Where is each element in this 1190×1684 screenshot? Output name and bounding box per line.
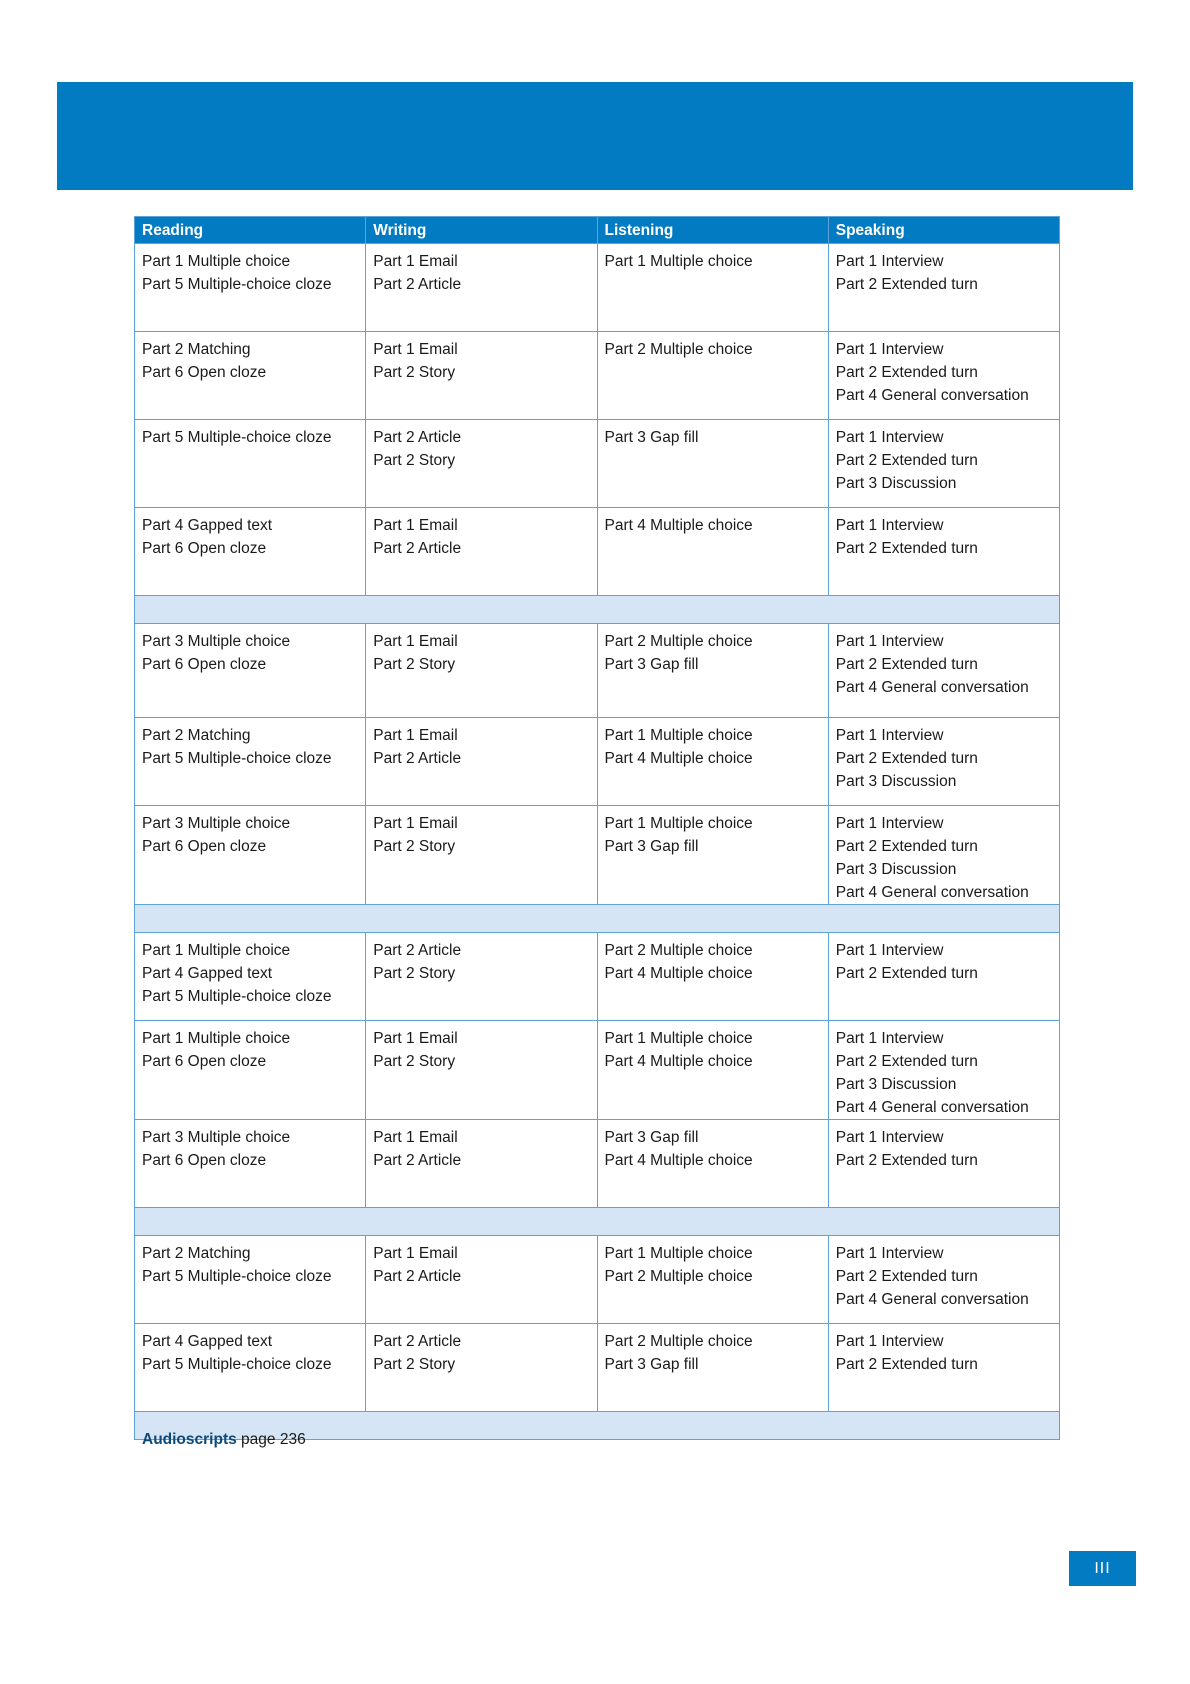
cell-line: Part 5 Multiple-choice cloze <box>142 988 332 1005</box>
table-cell-reading <box>135 244 366 332</box>
cell-line: Part 1 Interview <box>835 253 944 270</box>
cell-line: Part 2 Article <box>373 1152 462 1169</box>
cell-line: Part 2 Extended turn <box>835 364 978 381</box>
table-cell-listening <box>597 508 828 596</box>
audioscripts-link[interactable]: Audioscripts <box>142 1431 237 1448</box>
table-row <box>135 806 1060 905</box>
table-cell-reading <box>135 806 366 905</box>
table-cell-reading <box>135 420 366 508</box>
separator-cell <box>135 596 1060 624</box>
cell-line: Part 2 Extended turn <box>835 276 978 293</box>
table-cell-listening <box>597 1236 828 1324</box>
table-cell-listening <box>597 718 828 806</box>
table-cell-reading <box>135 1324 366 1412</box>
column-header-writing: Writing <box>366 217 597 244</box>
table-row <box>135 332 1060 420</box>
cell-line: Part 1 Interview <box>835 1333 944 1350</box>
table-cell-writing <box>366 624 597 718</box>
cell-line: Part 5 Multiple-choice cloze <box>142 429 332 446</box>
cell-line: Part 4 General conversation <box>835 1099 1029 1116</box>
cell-line: Part 2 Article <box>373 942 462 959</box>
cell-line: Part 1 Multiple choice <box>604 1245 753 1262</box>
cell-line: Part 1 Interview <box>835 1030 944 1047</box>
cell-line: Part 6 Open cloze <box>142 838 267 855</box>
cell-line: Part 3 Multiple choice <box>142 633 291 650</box>
audioscripts-reference <box>142 1430 306 1450</box>
cell-line: Part 1 Email <box>373 1245 458 1262</box>
cell-line: Part 2 Article <box>373 1333 462 1350</box>
cell-line: Part 6 Open cloze <box>142 540 267 557</box>
cell-line: Part 1 Interview <box>835 341 944 358</box>
cell-line: Part 4 Multiple choice <box>604 517 753 534</box>
cell-line: Part 4 Multiple choice <box>604 750 753 767</box>
cell-line: Part 2 Multiple choice <box>604 942 753 959</box>
cell-line: Part 1 Interview <box>835 815 944 832</box>
table-row <box>135 933 1060 1021</box>
table-cell-reading <box>135 332 366 420</box>
separator-cell <box>135 905 1060 933</box>
cell-line: Part 2 Matching <box>142 727 251 744</box>
table-cell-reading <box>135 933 366 1021</box>
cell-line: Part 1 Email <box>373 253 458 270</box>
cell-line: Part 2 Article <box>373 429 462 446</box>
cell-line: Part 1 Multiple choice <box>604 727 753 744</box>
cell-line: Part 1 Multiple choice <box>604 253 753 270</box>
header-band <box>57 82 1133 190</box>
table-cell-speaking <box>828 933 1059 1021</box>
cell-line: Part 1 Multiple choice <box>142 253 291 270</box>
table-row <box>135 1236 1060 1324</box>
cell-line: Part 1 Multiple choice <box>604 1030 753 1047</box>
column-header-reading: Reading <box>135 217 366 244</box>
cell-line: Part 2 Article <box>373 540 462 557</box>
cell-line: Part 3 Multiple choice <box>142 1129 291 1146</box>
cell-line: Part 4 Multiple choice <box>604 1053 753 1070</box>
cell-line: Part 1 Email <box>373 815 458 832</box>
section-separator <box>135 905 1060 933</box>
table-cell-speaking <box>828 718 1059 806</box>
table-cell-speaking <box>828 332 1059 420</box>
table-cell-speaking <box>828 1236 1059 1324</box>
cell-line: Part 2 Article <box>373 1268 462 1285</box>
cell-line: Part 4 Multiple choice <box>604 1152 753 1169</box>
table-cell-listening <box>597 1021 828 1120</box>
table-cell-writing <box>366 718 597 806</box>
cell-line: Part 2 Matching <box>142 1245 251 1262</box>
cell-line: Part 1 Email <box>373 1030 458 1047</box>
section-separator <box>135 1208 1060 1236</box>
cell-line: Part 3 Discussion <box>835 1076 957 1093</box>
table-cell-writing <box>366 1236 597 1324</box>
cell-line: Part 1 Email <box>373 633 458 650</box>
cell-line: Part 1 Interview <box>835 1129 944 1146</box>
table-cell-listening <box>597 624 828 718</box>
cell-line: Part 2 Multiple choice <box>604 633 753 650</box>
cell-line: Part 6 Open cloze <box>142 1053 267 1070</box>
table-cell-speaking <box>828 244 1059 332</box>
table-cell-listening <box>597 332 828 420</box>
cell-line: Part 4 General conversation <box>835 1291 1029 1308</box>
cell-line: Part 2 Extended turn <box>835 1268 978 1285</box>
cell-line: Part 1 Multiple choice <box>604 815 753 832</box>
cell-line: Part 2 Story <box>373 838 456 855</box>
cell-line: Part 2 Extended turn <box>835 1053 978 1070</box>
table-cell-speaking <box>828 1324 1059 1412</box>
table-cell-speaking <box>828 624 1059 718</box>
table-row <box>135 244 1060 332</box>
cell-line: Part 3 Gap fill <box>604 656 699 673</box>
cell-line: Part 1 Multiple choice <box>142 942 291 959</box>
table-row <box>135 420 1060 508</box>
cell-line: Part 1 Interview <box>835 429 944 446</box>
cell-line: Part 2 Story <box>373 1356 456 1373</box>
column-header-speaking: Speaking <box>828 217 1059 244</box>
column-header-listening: Listening <box>597 217 828 244</box>
cell-line: Part 4 General conversation <box>835 884 1029 901</box>
table-row <box>135 1021 1060 1120</box>
cell-line: Part 5 Multiple-choice cloze <box>142 276 332 293</box>
cell-line: Part 2 Article <box>373 750 462 767</box>
cell-line: Part 1 Interview <box>835 727 944 744</box>
cell-line: Part 4 General conversation <box>835 679 1029 696</box>
table-cell-writing <box>366 244 597 332</box>
table-row <box>135 1120 1060 1208</box>
table-header-row <box>135 217 1060 244</box>
table-cell-writing <box>366 420 597 508</box>
table-cell-writing <box>366 1324 597 1412</box>
audioscripts-page: page 236 <box>236 1431 306 1448</box>
cell-line: Part 2 Story <box>373 965 456 982</box>
table-cell-writing <box>366 1021 597 1120</box>
cell-line: Part 5 Multiple-choice cloze <box>142 1356 332 1373</box>
table-cell-listening <box>597 806 828 905</box>
separator-cell <box>135 1208 1060 1236</box>
cell-line: Part 2 Story <box>373 656 456 673</box>
table-cell-writing <box>366 933 597 1021</box>
table-cell-listening <box>597 244 828 332</box>
cell-line: Part 1 Email <box>373 727 458 744</box>
cell-line: Part 1 Interview <box>835 1245 944 1262</box>
cell-line: Part 2 Story <box>373 452 456 469</box>
cell-line: Part 6 Open cloze <box>142 364 267 381</box>
cell-line: Part 3 Discussion <box>835 475 957 492</box>
cell-line: Part 2 Extended turn <box>835 965 978 982</box>
cell-line: Part 1 Interview <box>835 633 944 650</box>
cell-line: Part 6 Open cloze <box>142 1152 267 1169</box>
cell-line: Part 2 Extended turn <box>835 838 978 855</box>
cell-line: Part 2 Extended turn <box>835 452 978 469</box>
cell-line: Part 5 Multiple-choice cloze <box>142 750 332 767</box>
table-cell-speaking <box>828 420 1059 508</box>
cell-line: Part 2 Story <box>373 364 456 381</box>
table-cell-reading <box>135 508 366 596</box>
cell-line: Part 2 Extended turn <box>835 750 978 767</box>
table-cell-listening <box>597 420 828 508</box>
cell-line: Part 3 Gap fill <box>604 1356 699 1373</box>
cell-line: Part 4 Gapped text <box>142 517 273 534</box>
cell-line: Part 4 Multiple choice <box>604 965 753 982</box>
table-body <box>135 244 1060 1440</box>
cell-line: Part 2 Article <box>373 276 462 293</box>
cell-line: Part 1 Multiple choice <box>142 1030 291 1047</box>
cell-line: Part 1 Email <box>373 341 458 358</box>
cell-line: Part 2 Extended turn <box>835 540 978 557</box>
table-cell-reading <box>135 1120 366 1208</box>
table-cell-listening <box>597 1120 828 1208</box>
table-cell-listening <box>597 933 828 1021</box>
table-cell-listening <box>597 1324 828 1412</box>
cell-line: Part 3 Discussion <box>835 861 957 878</box>
cell-line: Part 2 Multiple choice <box>604 1268 753 1285</box>
table-row <box>135 1324 1060 1412</box>
table-cell-speaking <box>828 806 1059 905</box>
cell-line: Part 2 Extended turn <box>835 656 978 673</box>
cell-line: Part 2 Matching <box>142 341 251 358</box>
table-cell-speaking <box>828 1021 1059 1120</box>
table-cell-writing <box>366 806 597 905</box>
cell-line: Part 2 Multiple choice <box>604 341 753 358</box>
cell-line: Part 4 Gapped text <box>142 965 273 982</box>
cell-line: Part 6 Open cloze <box>142 656 267 673</box>
cell-line: Part 1 Interview <box>835 942 944 959</box>
section-separator <box>135 596 1060 624</box>
table-row <box>135 624 1060 718</box>
table-cell-writing <box>366 508 597 596</box>
page-number: III <box>1069 1551 1136 1586</box>
cell-line: Part 3 Gap fill <box>604 1129 699 1146</box>
cell-line: Part 3 Gap fill <box>604 838 699 855</box>
table-row <box>135 718 1060 806</box>
table-row <box>135 508 1060 596</box>
table-cell-reading <box>135 624 366 718</box>
cell-line: Part 3 Discussion <box>835 773 957 790</box>
table-cell-speaking <box>828 508 1059 596</box>
cell-line: Part 3 Multiple choice <box>142 815 291 832</box>
table-cell-reading <box>135 1236 366 1324</box>
table-cell-writing <box>366 332 597 420</box>
table-cell-speaking <box>828 1120 1059 1208</box>
cell-line: Part 2 Extended turn <box>835 1152 978 1169</box>
cell-line: Part 1 Email <box>373 517 458 534</box>
table-cell-reading <box>135 718 366 806</box>
table-cell-writing <box>366 1120 597 1208</box>
cell-line: Part 1 Email <box>373 1129 458 1146</box>
syllabus-table <box>134 216 1060 1440</box>
cell-line: Part 4 Gapped text <box>142 1333 273 1350</box>
cell-line: Part 2 Multiple choice <box>604 1333 753 1350</box>
cell-line: Part 4 General conversation <box>835 387 1029 404</box>
cell-line: Part 2 Story <box>373 1053 456 1070</box>
cell-line: Part 1 Interview <box>835 517 944 534</box>
cell-line: Part 2 Extended turn <box>835 1356 978 1373</box>
cell-line: Part 3 Gap fill <box>604 429 699 446</box>
table-cell-reading <box>135 1021 366 1120</box>
cell-line: Part 5 Multiple-choice cloze <box>142 1268 332 1285</box>
